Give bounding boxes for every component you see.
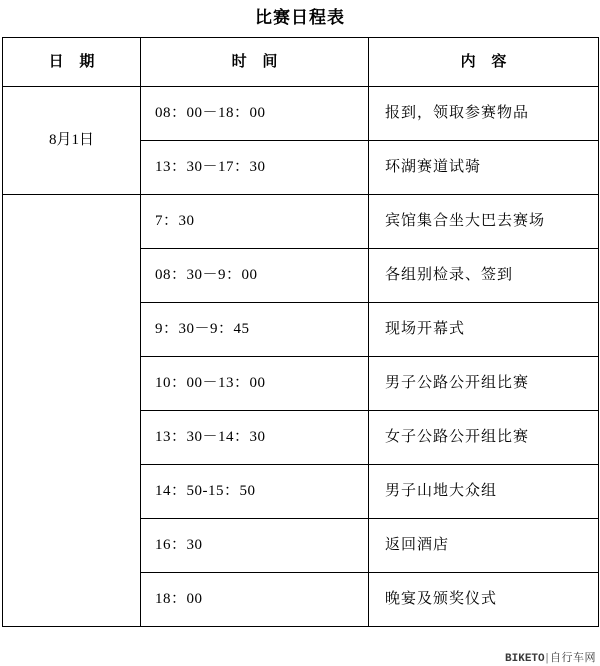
time-cell: 13：30－14：30 — [141, 411, 369, 465]
content-cell: 晚宴及颁奖仪式 — [369, 573, 599, 627]
content-cell: 女子公路公开组比赛 — [369, 411, 599, 465]
time-cell: 7：30 — [141, 195, 369, 249]
content-cell: 现场开幕式 — [369, 303, 599, 357]
content-cell: 报到，领取参赛物品 — [369, 87, 599, 141]
table-header-row — [3, 38, 599, 87]
content-cell: 环湖赛道试骑 — [369, 141, 599, 195]
content-cell: 男子山地大众组 — [369, 465, 599, 519]
date-cell: 8月1日 — [3, 87, 141, 195]
time-cell: 16：30 — [141, 519, 369, 573]
time-cell: 9：30－9：45 — [141, 303, 369, 357]
watermark — [501, 649, 596, 665]
time-cell: 13：30－17：30 — [141, 141, 369, 195]
column-header-date — [3, 38, 141, 87]
table-row — [3, 195, 599, 249]
content-cell: 男子公路公开组比赛 — [369, 357, 599, 411]
schedule-table — [2, 37, 599, 627]
time-cell: 10：00－13：00 — [141, 357, 369, 411]
watermark-brand: BIKETO — [505, 653, 545, 665]
time-cell: 08：00－18：00 — [141, 87, 369, 141]
content-cell: 返回酒店 — [369, 519, 599, 573]
column-header-time-label: 时 间 — [231, 53, 284, 70]
column-header-time — [141, 38, 369, 87]
time-cell: 14：50-15：50 — [141, 465, 369, 519]
column-header-content — [369, 38, 599, 87]
page-title: 比赛日程表 — [255, 8, 345, 27]
watermark-separator: | — [545, 652, 549, 664]
column-header-content-label: 内 容 — [460, 53, 513, 70]
time-cell: 08：30－9：00 — [141, 249, 369, 303]
column-header-date-label: 日 期 — [48, 53, 101, 70]
time-cell: 18：00 — [141, 573, 369, 627]
table-row — [3, 87, 599, 141]
watermark-site: 自行车网 — [550, 652, 596, 664]
content-cell: 各组别检录、签到 — [369, 249, 599, 303]
content-cell: 宾馆集合坐大巴去赛场 — [369, 195, 599, 249]
date-cell — [3, 195, 141, 627]
